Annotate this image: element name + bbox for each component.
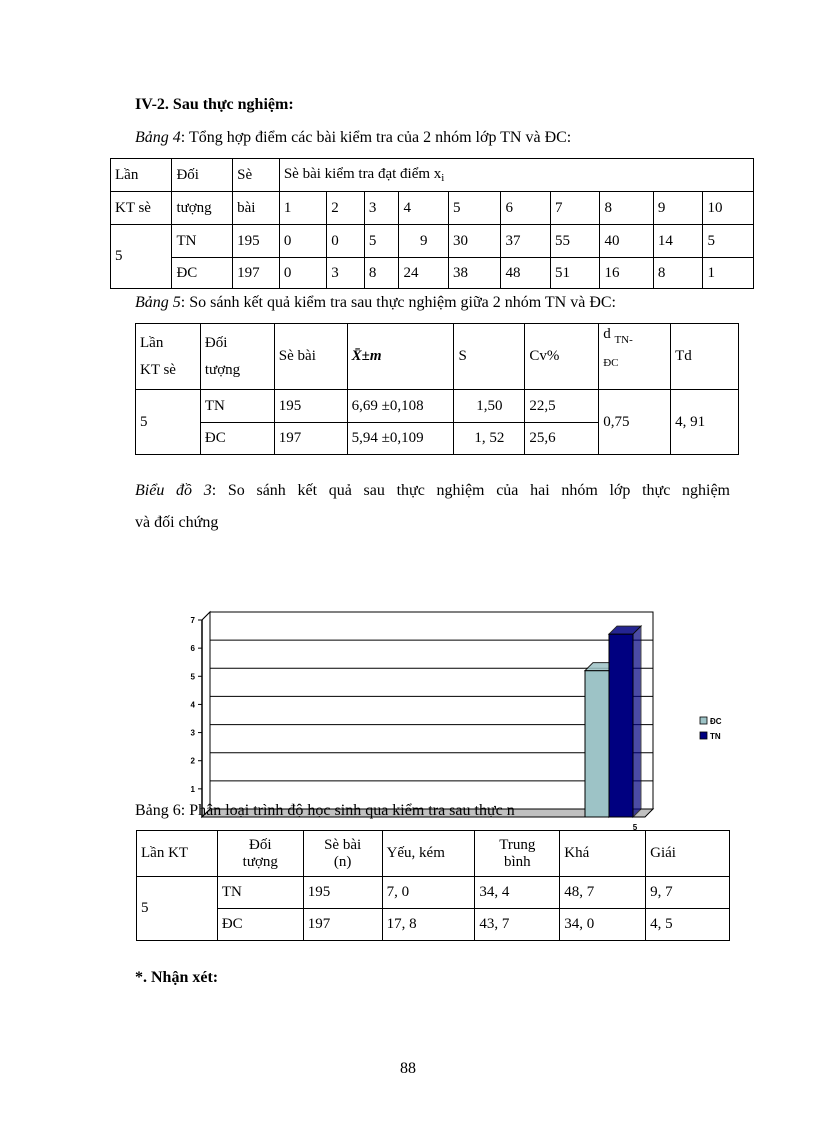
table4-cell: 24 (399, 258, 449, 289)
table6-gioi: 9, 7 (646, 877, 730, 909)
table6 (136, 830, 730, 941)
table6-h-tb-1: Trung (499, 836, 536, 853)
table4-group: ĐC (172, 258, 233, 289)
table4-h-group (279, 159, 753, 192)
table5-lan: 5 (136, 390, 201, 455)
table4-header-row-2 (111, 192, 754, 225)
table5-h-td: Td (671, 324, 739, 390)
chart-caption-label: Biểu đồ 3 (135, 482, 212, 499)
table6-h-tb-2: bình (503, 853, 531, 870)
table4-cell: 0 (327, 225, 365, 258)
table5-h-x (347, 324, 454, 390)
table6-yeu: 7, 0 (382, 877, 475, 909)
table6-lan: 5 (137, 877, 218, 941)
table6-h-gioi: Giái (646, 831, 730, 877)
table5-x: 5,94 ±0,109 (347, 423, 454, 455)
table4-score-head: 5 (449, 192, 501, 225)
table4-cell: 8 (364, 258, 399, 289)
section-heading: IV-2. Sau thực nghiệm: (135, 96, 294, 113)
table4-cell: 5 (364, 225, 399, 258)
table4-score-head: 4 (399, 192, 449, 225)
y-tick-label: 3 (190, 728, 195, 738)
table4-cell: 51 (550, 258, 600, 289)
table6-kha: 48, 7 (560, 877, 646, 909)
table4-cell: 38 (449, 258, 501, 289)
bar-front (609, 634, 633, 817)
table5-h-cv: Cv% (525, 324, 599, 390)
bar-chart (180, 600, 740, 832)
table4-caption-label: Bảng 4 (135, 129, 181, 146)
table5-header-row (136, 324, 739, 390)
table6-n: 197 (303, 909, 382, 941)
table4-cell: 40 (600, 225, 653, 258)
table5 (135, 323, 739, 455)
table4-score-head: 10 (703, 192, 754, 225)
table6-group: ĐC (217, 909, 303, 941)
table-row (111, 225, 754, 258)
bar-tn (609, 626, 641, 817)
table4-h-group-sub: i (441, 172, 445, 184)
table4-h-lan-1: Lần (111, 159, 172, 192)
table6-h-kha: Khá (560, 831, 646, 877)
table4-score-head: 8 (600, 192, 653, 225)
bar-front (585, 671, 609, 817)
table5-h-lan (136, 324, 201, 390)
table6-h-se-1: Sè bài (324, 836, 362, 853)
table4-cell: 1 (703, 258, 754, 289)
table4-cell: 30 (449, 225, 501, 258)
table4-h-doi-1: Đối (172, 159, 233, 192)
table4-cell: 48 (501, 258, 551, 289)
comment-heading: *. Nhận xét: (135, 969, 219, 986)
table4-score-head: 3 (364, 192, 399, 225)
table4-score-head: 6 (501, 192, 551, 225)
table6-caption: Bảng 6: Phân loại trình độ học sinh qua kiểm tra sau thực n (135, 802, 515, 819)
table6-tb: 43, 7 (475, 909, 560, 941)
table4-score-head: 7 (550, 192, 600, 225)
table5-s: 1, 52 (454, 423, 525, 455)
table4-cell: 3 (327, 258, 365, 289)
table4-cell: 0 (279, 225, 326, 258)
table6-h-se-2: (n) (333, 853, 352, 870)
table4-header-row-1 (111, 159, 754, 192)
table4-n: 197 (233, 258, 280, 289)
table4-caption (135, 129, 571, 147)
table6-tb: 34, 4 (475, 877, 560, 909)
chart-legend (697, 712, 727, 745)
table6-kha: 34, 0 (560, 909, 646, 941)
table5-x: 6,69 ±0,108 (347, 390, 454, 423)
table5-h-x-text: X̄±m (351, 348, 382, 364)
legend-swatch (700, 717, 707, 724)
table4 (110, 158, 754, 289)
chart-caption-text-1: : So sánh kết quả sau thực nghiệm của hai nhóm lớp thực nghiệm (211, 482, 731, 499)
table4-cell: 37 (501, 225, 551, 258)
table4-group: TN (172, 225, 233, 258)
x-tick-label: 5 (632, 823, 638, 832)
table5-h-se: Sè bài (274, 324, 347, 390)
chart-caption-line-1 (135, 482, 730, 500)
y-tick-label: 4 (190, 700, 195, 710)
table5-d: 0,75 (599, 390, 671, 455)
table4-lan: 5 (111, 225, 172, 289)
table5-caption (135, 294, 616, 312)
table5-h-doi-2: tượng (204, 361, 241, 378)
table5-caption-label: Bảng 5 (135, 294, 181, 311)
page-number: 88 (400, 1060, 416, 1077)
table5-n: 197 (274, 423, 347, 455)
table4-cell: 8 (653, 258, 703, 289)
table6-h-doi (217, 831, 303, 877)
table5-h-d-sub1: TN- (614, 334, 633, 346)
table-row (137, 877, 730, 909)
table6-h-se (303, 831, 382, 877)
table5-s: 1,50 (454, 390, 525, 423)
table5-h-doi-1: Đối (204, 334, 228, 351)
table5-td: 4, 91 (671, 390, 739, 455)
table6-group: TN (217, 877, 303, 909)
table6-h-yeu: Yếu, kém (382, 831, 475, 877)
table5-cv: 25,6 (525, 423, 599, 455)
table4-h-se-2: bài (233, 192, 280, 225)
table4-h-lan-2: KT sè (111, 192, 172, 225)
table4-cell: 9 (399, 225, 449, 258)
table4-cell: 16 (600, 258, 653, 289)
table6-h-doi-2: tượng (242, 853, 278, 870)
table5-h-d-text: d (603, 326, 611, 342)
table5-h-s: S (454, 324, 525, 390)
y-tick-label: 2 (190, 756, 195, 766)
table4-n: 195 (233, 225, 280, 258)
table4-caption-text: : Tổng hợp điểm các bài kiểm tra của 2 nhóm lớp TN và ĐC: (180, 129, 572, 146)
table4-cell: 55 (550, 225, 600, 258)
table6-h-doi-1: Đối (249, 836, 272, 853)
table4-score-head: 1 (279, 192, 326, 225)
table-row (136, 390, 739, 423)
table5-h-lan-1: Lần (140, 334, 164, 351)
bar-side (633, 626, 641, 817)
legend-swatch (700, 732, 707, 739)
table6-header-row (137, 831, 730, 877)
y-tick-label: 1 (190, 784, 195, 794)
y-tick-label: 5 (190, 672, 195, 682)
table5-h-d (599, 324, 671, 390)
table4-cell: 5 (703, 225, 754, 258)
table6-h-lan: Lần KT (137, 831, 218, 877)
table-row (111, 258, 754, 289)
table-row (137, 909, 730, 941)
table5-group: TN (200, 390, 274, 423)
table6-gioi: 4, 5 (646, 909, 730, 941)
table5-h-lan-2: KT sè (140, 361, 176, 378)
table6-h-tb (475, 831, 560, 877)
table6-n: 195 (303, 877, 382, 909)
y-tick-label: 6 (190, 644, 195, 654)
table4-h-group-text: Sè bài kiểm tra đạt điểm x (283, 166, 442, 182)
table5-h-d-sub2: ĐC (603, 357, 619, 369)
table5-cv: 22,5 (525, 390, 599, 423)
table4-cell: 14 (653, 225, 703, 258)
table5-caption-text: : So sánh kết quả kiểm tra sau thực nghiệm giữa 2 nhóm TN và ĐC: (180, 294, 616, 311)
chart-side-wall (202, 612, 210, 817)
chart-caption-line-2: và đối chứng (135, 514, 219, 531)
table4-score-head: 2 (327, 192, 365, 225)
y-tick-label: 7 (190, 616, 195, 625)
table6-yeu: 17, 8 (382, 909, 475, 941)
legend-label: TN (710, 732, 721, 741)
table4-h-doi-2: tượng (172, 192, 233, 225)
legend-label: ĐC (710, 717, 722, 726)
table5-n: 195 (274, 390, 347, 423)
table4-h-se-1: Sè (233, 159, 280, 192)
table5-h-doi (200, 324, 274, 390)
table5-group: ĐC (200, 423, 274, 455)
table4-cell: 0 (279, 258, 326, 289)
table4-score-head: 9 (653, 192, 703, 225)
